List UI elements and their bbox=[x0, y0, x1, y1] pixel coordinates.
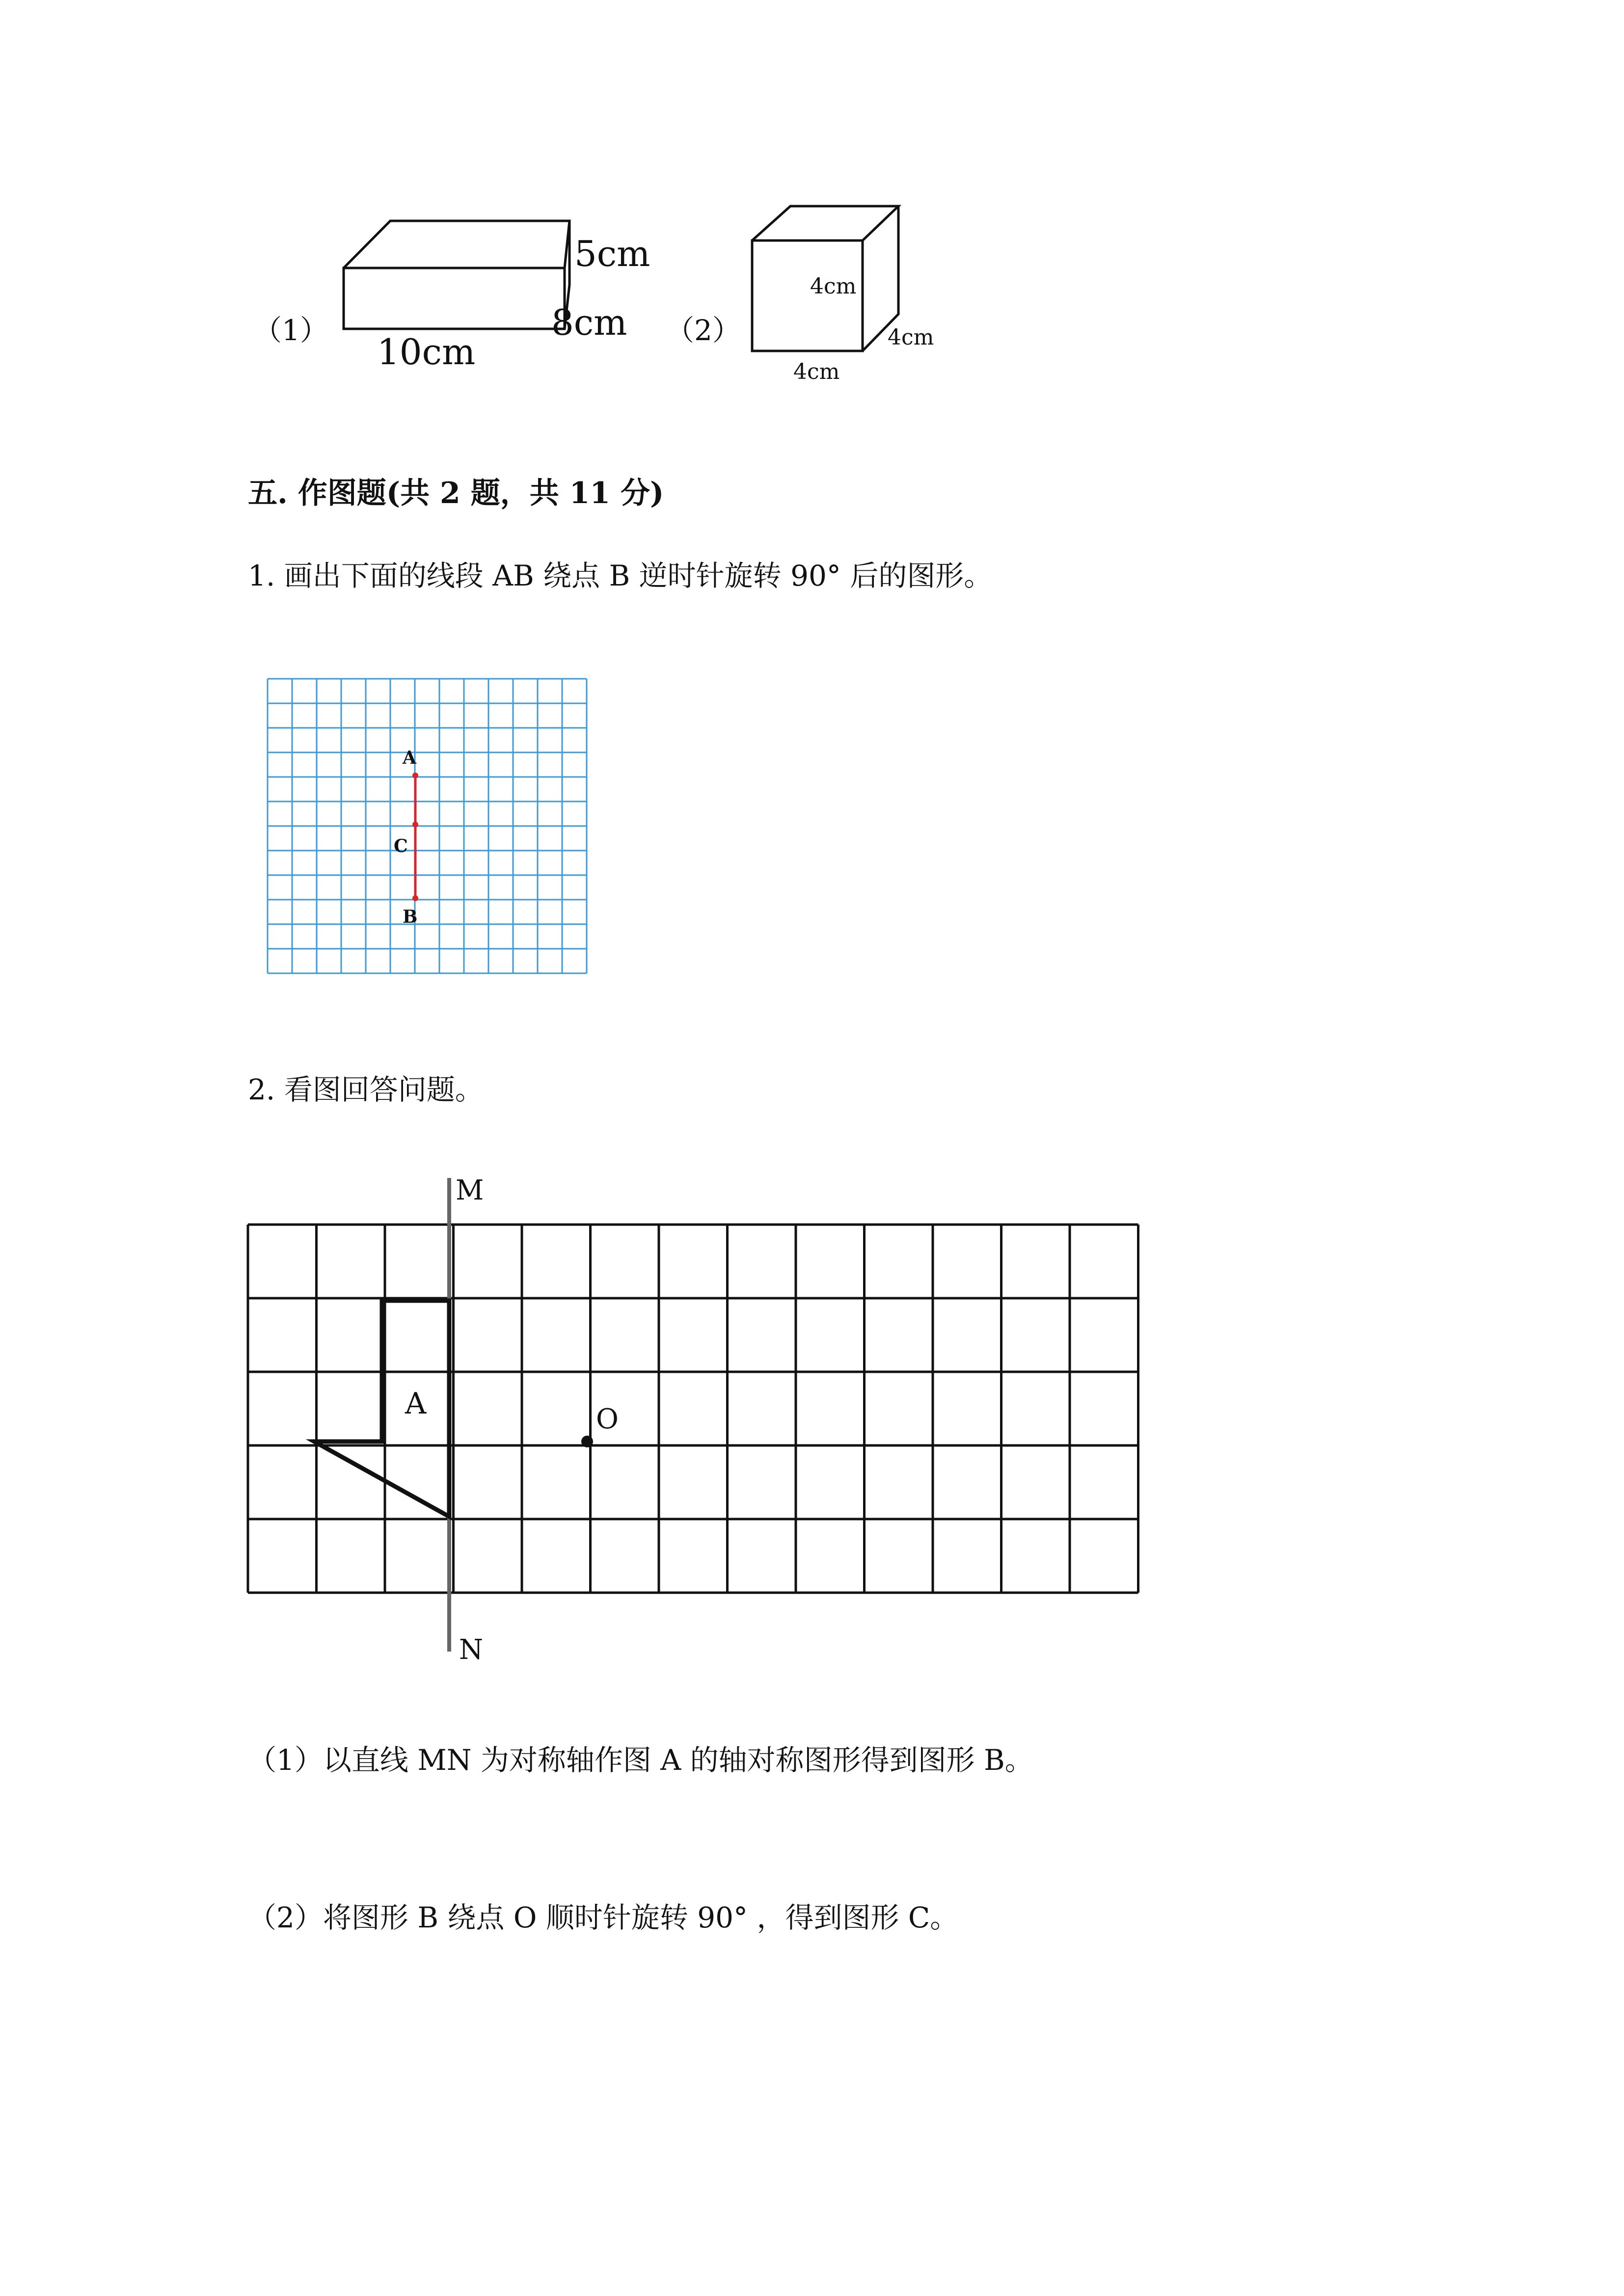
cuboid-figure bbox=[334, 211, 653, 388]
cube-side-label: 4cm bbox=[888, 325, 934, 350]
label-n: N bbox=[459, 1634, 483, 1666]
cube-bottom-label: 4cm bbox=[793, 359, 840, 384]
label-a: A bbox=[403, 748, 416, 768]
point-c bbox=[412, 822, 418, 828]
shape-a bbox=[314, 1301, 449, 1517]
blue-grid bbox=[268, 679, 587, 973]
point-o bbox=[581, 1436, 593, 1447]
q1-text: 1. 画出下面的线段 AB 绕点 B 逆时针旋转 90° 后的图形。 bbox=[248, 559, 993, 592]
point-b bbox=[412, 895, 418, 901]
item2-label: （2） bbox=[666, 314, 741, 347]
cube-top-face bbox=[752, 206, 898, 240]
label-m: M bbox=[456, 1175, 484, 1206]
label-o: O bbox=[596, 1403, 619, 1435]
q2-sub2-text: （2）将图形 B 绕点 O 顺时针旋转 90° ，得到图形 C。 bbox=[248, 1901, 959, 1934]
section-title: 五. 作图题(共 2 题，共 11 分) bbox=[248, 476, 664, 510]
label-c: C bbox=[394, 836, 408, 856]
box-depth-label: 8cm bbox=[551, 302, 627, 343]
label-shape-a: A bbox=[405, 1387, 427, 1421]
q2-text: 2. 看图回答问题。 bbox=[248, 1073, 484, 1106]
q2-sub1-text: （1）以直线 MN 为对称轴作图 A 的轴对称图形得到图形 B。 bbox=[248, 1743, 1033, 1777]
cuboid-front-face bbox=[344, 268, 565, 329]
cube-figure bbox=[736, 196, 952, 393]
item1-label: （1） bbox=[253, 314, 328, 347]
cuboid-top-face bbox=[344, 221, 569, 268]
box-length-label: 10cm bbox=[377, 331, 476, 373]
box-height-label: 5cm bbox=[574, 233, 650, 274]
label-b: B bbox=[403, 907, 418, 927]
point-a bbox=[412, 773, 418, 778]
q1-blue-grid-figure bbox=[260, 672, 594, 982]
q2-grid-figure bbox=[241, 1168, 1149, 1674]
cube-front-label: 4cm bbox=[810, 274, 857, 299]
